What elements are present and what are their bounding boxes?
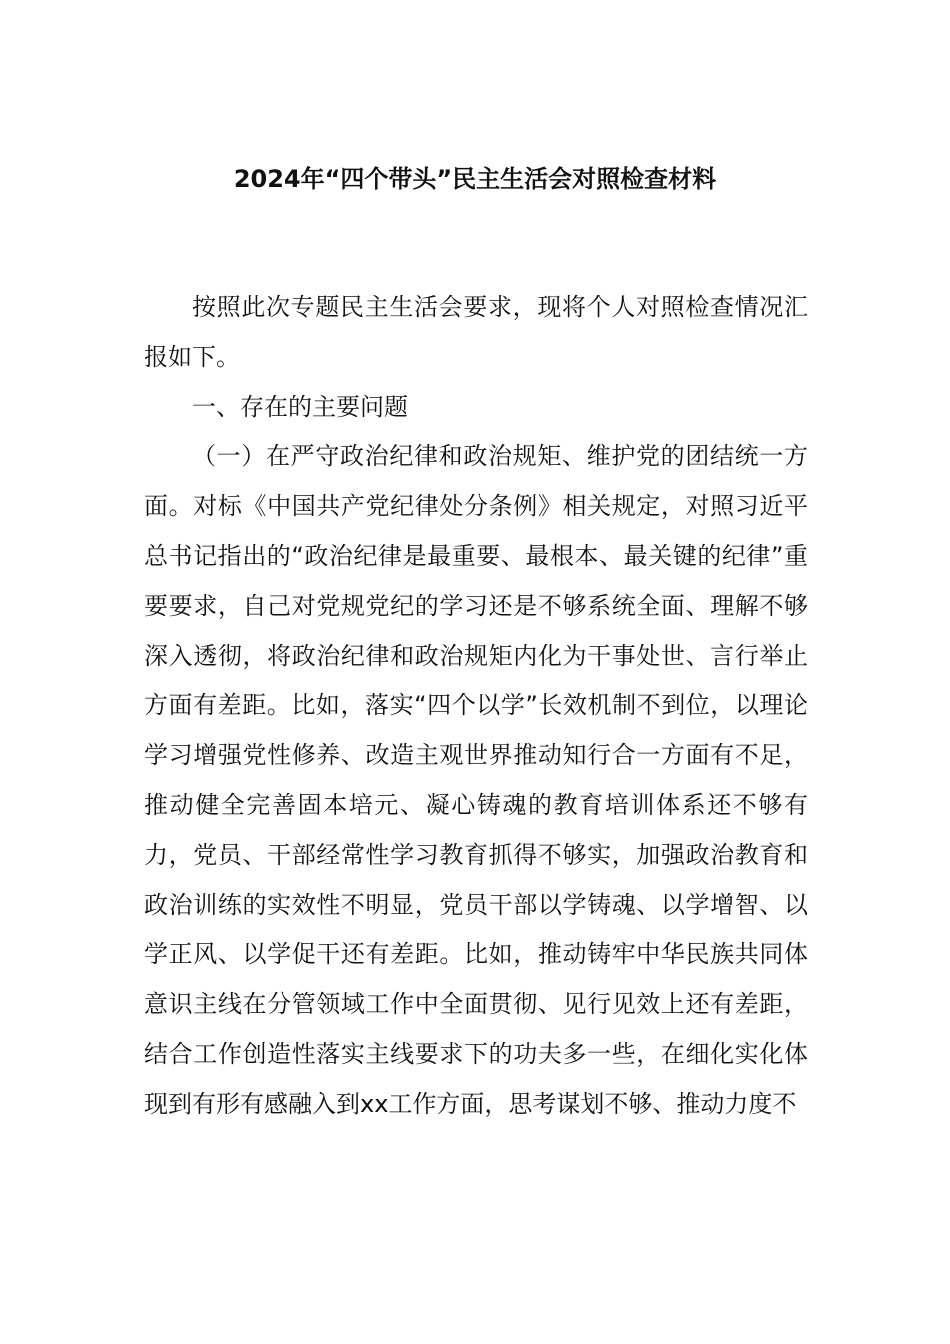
section-heading: 一、存在的主要问题 — [192, 392, 408, 421]
intro-paragraph: 按照此次专题民主生活会要求，现将个人对照检查情况汇报如下。 — [144, 293, 808, 371]
body-paragraph: （一）在严守政治纪律和政治规矩、维护党的团结统一方面。对标《中国共产党纪律处分条例》相关规定，对照习近平总书记指出的“政治纪律是最重要、最根本、最关键的纪律”重要要求，自己对党规党纪的学习还是不够系统全面、理解不够深入透彻，将政治纪律和政治规矩内化为干事处世、言行举止方面有差距。比如，落实“四个以学”长效机制不到位，以理论学习增强党性修养、改造主观世界推动知行合一方面有不足，推动健全完善固本培元、凝心铸魂的教育培训体系还不够有力，党员、干部经常性学习教育抓得不够实，加强政治教育和政治训练的实效性不明显，党员干部以学铸魂、以学增智、以学正风、以学促干还有差距。比如，推动铸牢中华民族共同体意识主线在分管领域工作中全面贯彻、见行见效上还有差距，结合工作创造性落实主线要求下的功夫多一些，在细化实化体现到有形有感融入到xx工作方面，思考谋划不够、推动力度不 — [144, 442, 808, 1118]
document-title: 2024年“四个带头”民主生活会对照检查材料 — [233, 165, 717, 193]
document-body — [144, 283, 808, 1130]
